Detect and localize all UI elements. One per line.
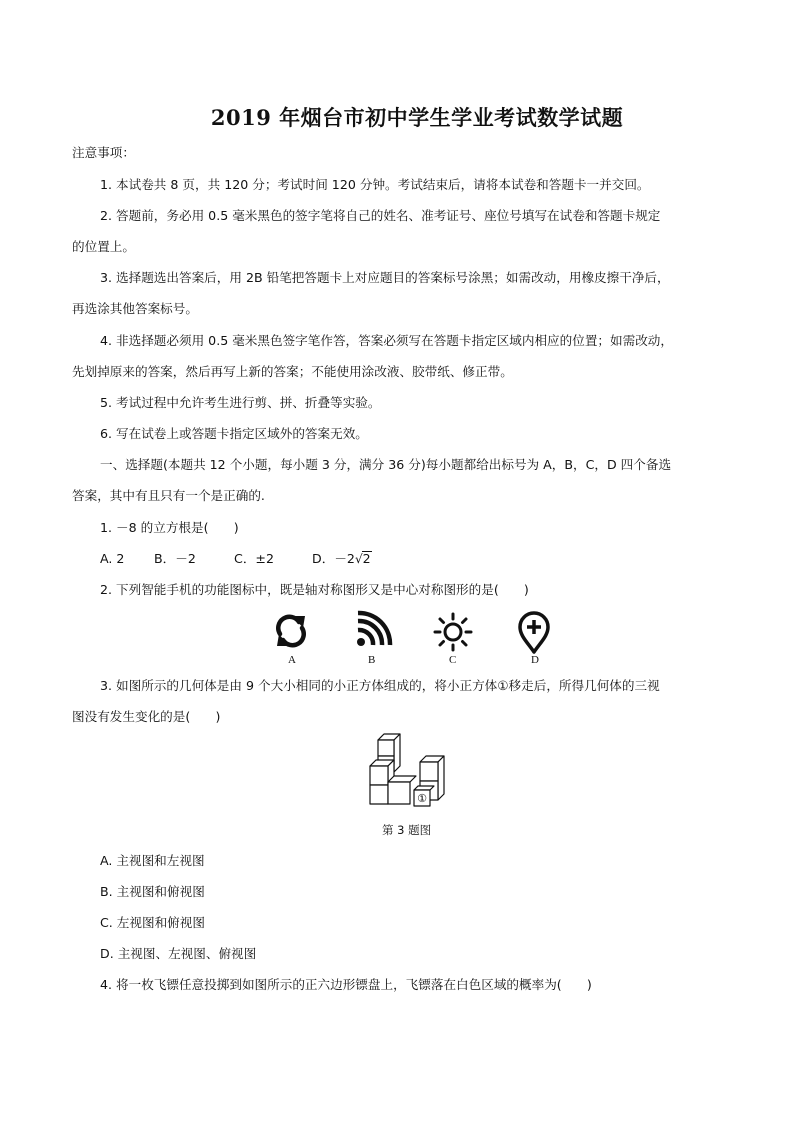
- notice-item-4: 4. 非选择题必须用 0.5 毫米黑色签字笔作答，答案必须写在答题卡指定区域内相应的位置；如需改动，: [100, 333, 673, 348]
- notice-item-3-cont: 再选涂其他答案标号。: [72, 301, 198, 316]
- notice-item-2-cont: 的位置上。: [72, 239, 135, 254]
- notice-item-1: 1. 本试卷共 8 页，共 120 分；考试时间 120 分钟。考试结束后，请将本试卷和答题卡一并交回。: [100, 177, 650, 192]
- q3-option-c: C. 左视图和俯视图: [100, 915, 205, 930]
- sun-icon: [433, 612, 473, 652]
- q1-option-c: C．±2: [234, 551, 274, 566]
- q4-stem: 4. 将一枚飞镖任意投掷到如图所示的正六边形镖盘上，飞镖落在白色区域的概率为( ): [100, 977, 592, 992]
- q1-options: [100, 549, 760, 569]
- q1-option-a: A. 2: [100, 551, 125, 566]
- cube-figure: [364, 732, 454, 812]
- notice-item-2: 2. 答题前，务必用 0.5 毫米黑色的签字笔将自己的姓名、准考证号、座位号填写在试卷和答题卡规定: [100, 208, 661, 223]
- q2-label-a: A: [288, 654, 296, 666]
- refresh-icon: [272, 612, 310, 650]
- q2-label-d: D: [531, 654, 539, 666]
- notice-item-4-cont: 先划掉原来的答案，然后再写上新的答案；不能使用涂改液、胶带纸、修正带。: [72, 364, 513, 379]
- q3-stem: 3. 如图所示的几何体是由 9 个大小相同的小正方体组成的，将小正方体①移走后，所得几何体的三视: [100, 678, 660, 693]
- q2-stem: 2. 下列智能手机的功能图标中，既是轴对称图形又是中心对称图形的是( ): [100, 582, 529, 597]
- q1-option-d-prefix: D．－2: [312, 551, 355, 566]
- notice-item-5: 5. 考试过程中允许考生进行剪、拼、折叠等实验。: [100, 395, 381, 410]
- cube-marker: ①: [417, 792, 427, 805]
- wifi-signal-icon: [355, 612, 391, 648]
- q1-stem: 1. －8 的立方根是( ): [100, 520, 239, 535]
- notice-item-6: 6. 写在试卷上或答题卡指定区域外的答案无效。: [100, 426, 368, 441]
- page-title: 2019 年烟台市初中学生学业考试数学试题: [210, 105, 624, 130]
- q1-option-d-radicand: 2: [362, 551, 371, 566]
- q3-caption: 第 3 题图: [382, 823, 432, 837]
- section1-heading-cont: 答案，其中有且只有一个是正确的.: [72, 488, 265, 503]
- section1-heading: 一、选择题(本题共 12 个小题，每小题 3 分，满分 36 分)每小题都给出标号为 A，B，C，D 四个备选: [100, 457, 672, 472]
- notice-item-3: 3. 选择题选出答案后，用 2B 铅笔把答题卡上对应题目的答案标号涂黑；如需改动，用橡皮擦干净后，: [100, 270, 670, 285]
- q3-option-a: A. 主视图和左视图: [100, 853, 205, 868]
- q3-stem-cont: 图没有发生变化的是( ): [72, 709, 221, 724]
- notice-heading: 注意事项：: [72, 145, 135, 160]
- q2-label-b: B: [368, 654, 376, 666]
- q3-option-d: D. 主视图、左视图、俯视图: [100, 946, 257, 961]
- q2-label-c: C: [449, 654, 457, 666]
- location-pin-plus-icon: [516, 610, 552, 654]
- q1-option-d: D．－2√2: [312, 549, 372, 569]
- q1-option-b: B．－2: [154, 551, 196, 566]
- q3-option-b: B. 主视图和俯视图: [100, 884, 205, 899]
